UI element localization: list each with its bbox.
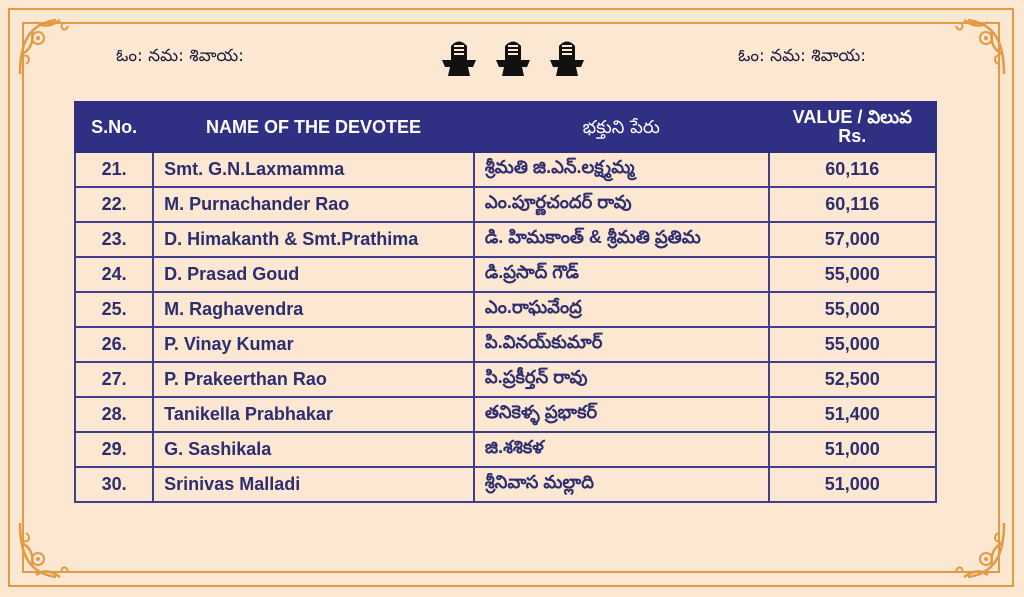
corner-ornament-icon <box>944 519 1008 583</box>
cell-name: Tanikella Prabhakar <box>153 397 474 432</box>
cell-name: Smt. G.N.Laxmamma <box>153 152 474 187</box>
column-header-value-line2: Rs. <box>838 126 867 146</box>
cell-value: 57,000 <box>769 222 936 257</box>
cell-name: P. Prakeerthan Rao <box>153 362 474 397</box>
cell-name: Srinivas Malladi <box>153 467 474 502</box>
cell-name: G. Sashikala <box>153 432 474 467</box>
cell-sno: 29. <box>75 432 153 467</box>
cell-value: 55,000 <box>769 292 936 327</box>
cell-sno: 21. <box>75 152 153 187</box>
invocation-right: ఓం: నమ: శివాయ: <box>738 46 866 66</box>
cell-value: 51,400 <box>769 397 936 432</box>
column-header-sno: S.No. <box>75 102 153 152</box>
shiva-linga-group <box>440 38 586 78</box>
cell-value: 55,000 <box>769 327 936 362</box>
cell-telugu-name: తనికెళ్ళ ప్రభాకర్ <box>474 397 769 432</box>
cell-value: 55,000 <box>769 257 936 292</box>
corner-ornament-icon <box>944 14 1008 78</box>
cell-name: D. Prasad Goud <box>153 257 474 292</box>
table-row <box>75 292 936 327</box>
table-row <box>75 467 936 502</box>
table-row <box>75 222 936 257</box>
cell-telugu-name: డి.ప్రసాద్ గౌడ్ <box>474 257 769 292</box>
column-header-telugu-name: భక్తుని పేరు <box>474 102 769 152</box>
cell-value: 51,000 <box>769 432 936 467</box>
cell-sno: 27. <box>75 362 153 397</box>
cell-sno: 30. <box>75 467 153 502</box>
column-header-value-line1: VALUE / విలువ <box>792 107 912 127</box>
table-row <box>75 327 936 362</box>
cell-name: D. Himakanth & Smt.Prathima <box>153 222 474 257</box>
table-row <box>75 257 936 292</box>
table-row <box>75 397 936 432</box>
table-row <box>75 432 936 467</box>
cell-sno: 24. <box>75 257 153 292</box>
cell-telugu-name: శ్రీనివాస మల్లాది <box>474 467 769 502</box>
corner-ornament-icon <box>16 519 80 583</box>
cell-telugu-name: డి. హిమకాంత్ & శ్రీమతి ప్రతిమ <box>474 222 769 257</box>
table-header-row <box>75 102 936 152</box>
shiva-linga-icon <box>494 38 532 78</box>
cell-telugu-name: పి.ప్రకీర్తన్ రావు <box>474 362 769 397</box>
cell-name: M. Purnachander Rao <box>153 187 474 222</box>
cell-value: 60,116 <box>769 187 936 222</box>
shiva-linga-icon <box>548 38 586 78</box>
cell-sno: 26. <box>75 327 153 362</box>
cell-value: 52,500 <box>769 362 936 397</box>
cell-telugu-name: ఎం.పూర్ణచందర్ రావు <box>474 187 769 222</box>
corner-ornament-icon <box>16 14 80 78</box>
cell-sno: 25. <box>75 292 153 327</box>
cell-telugu-name: జి.శశికళ <box>474 432 769 467</box>
table-row <box>75 187 936 222</box>
column-header-name: NAME OF THE DEVOTEE <box>153 102 474 152</box>
cell-telugu-name: పి.వినయ్‌కుమార్ <box>474 327 769 362</box>
cell-sno: 28. <box>75 397 153 432</box>
cell-name: M. Raghavendra <box>153 292 474 327</box>
cell-sno: 23. <box>75 222 153 257</box>
table-row <box>75 152 936 187</box>
cell-name: P. Vinay Kumar <box>153 327 474 362</box>
cell-sno: 22. <box>75 187 153 222</box>
cell-telugu-name: శ్రీమతి జి.ఎన్.లక్ష్మమ్మ <box>474 152 769 187</box>
shiva-linga-icon <box>440 38 478 78</box>
cell-value: 60,116 <box>769 152 936 187</box>
cell-telugu-name: ఎం.రాఘవేంద్ర <box>474 292 769 327</box>
cell-value: 51,000 <box>769 467 936 502</box>
devotees-table <box>74 101 937 503</box>
column-header-value <box>769 102 936 152</box>
invocation-left: ఓం: నమ: శివాయ: <box>116 46 244 66</box>
table-row <box>75 362 936 397</box>
